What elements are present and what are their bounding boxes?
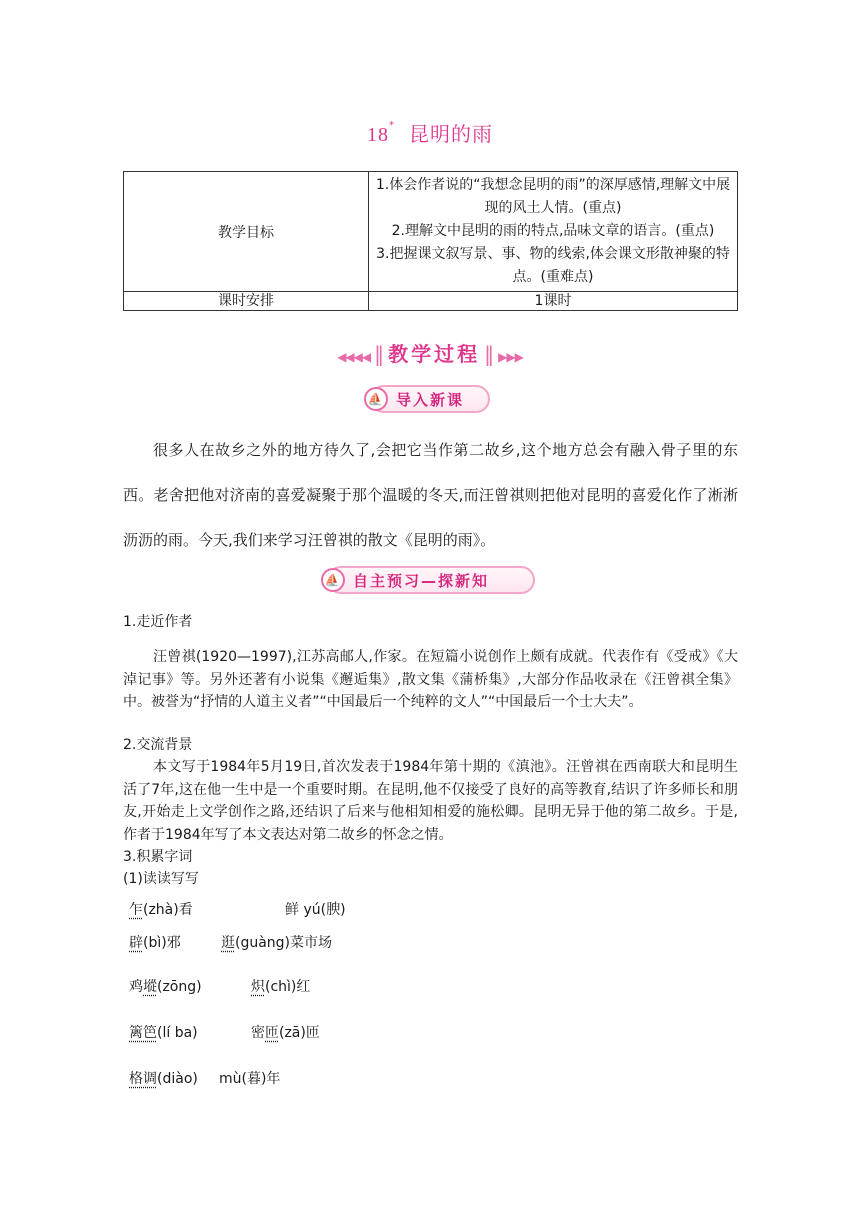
vocab-item: 密匝(zā)匝 (251, 1025, 320, 1041)
goal-item: 3.把握课文叙写景、事、物的线索,体会课文形散神聚的特点。(重难点) (376, 246, 730, 285)
vocab-heading: 3.积累字词 (123, 849, 193, 865)
background-heading: 2.交流背景 (123, 737, 193, 753)
section-pill-preview (324, 566, 535, 594)
boat-icon: ⛵ (321, 568, 345, 592)
goal-item: 1.体会作者说的“我想念昆明的雨”的深厚感情,理解文中展现的风土人情。(重点) (375, 177, 731, 216)
section-title: 导入新课 (396, 390, 465, 409)
boat-icon: ⛵ (364, 387, 388, 411)
vocab-item: mù(暮)年 (219, 1071, 281, 1087)
vocab-item: 鸡㙡(zōng) (129, 979, 202, 995)
goal-item: 2.理解文中昆明的雨的特点,品味文章的语言。(重点) (391, 223, 715, 239)
process-banner (0, 338, 860, 367)
section-pill-intro (367, 385, 490, 413)
banner-text: 教学过程 (388, 342, 481, 366)
lesson-title (0, 118, 860, 147)
goals-label: 教学目标 (124, 172, 369, 292)
vocab-item: 炽(chì)红 (251, 979, 311, 995)
schedule-label: 课时安排 (124, 292, 369, 311)
background-paragraph: 本文写于1984年5月19日,首次发表于1984年第十期的《滇池》。汪曾祺在西南联大和昆明生活了7年,这在他一生中是一个重要时期。在昆明,他不仅接受了良好的高等教育,结识了许多师长和朋友,开始走上文学创作之路,还结识了后来与他相知相爱的施松卿。昆明无异于他的第二故乡。于是,作者于1984年写了本文表达对第二故乡的怀念之情。 (123, 759, 738, 843)
lesson-number: 18 (367, 124, 389, 146)
left-bars-icon: ‖ (374, 342, 385, 366)
section-title: 自主预习—探新知 (353, 571, 490, 590)
goals-content (369, 172, 738, 292)
schedule-value: 1课时 (369, 292, 738, 311)
vocab-item: 格调(diào) (129, 1071, 198, 1087)
goals-table (123, 171, 738, 311)
vocab-item: 篱笆(lí ba) (129, 1025, 198, 1041)
vocab-subheading: (1)读读写写 (123, 871, 199, 887)
left-arrows-icon: ◀◀◀◀ (337, 350, 371, 364)
vocab-item: 辟(bì)邪 (129, 935, 181, 951)
vocab-item: 乍(zhà)看 (129, 902, 193, 918)
vocab-item: 逛(guàng)菜市场 (221, 935, 333, 951)
vocab-item: 鲜 yú(腴) (285, 902, 346, 918)
author-paragraph: 汪曾祺(1920—1997),江苏高邮人,作家。在短篇小说创作上颇有成就。代表作有《受戒》《大淖记事》等。另外还著有小说集《邂逅集》,散文集《蒲桥集》,大部分作品收录在《汪曾祺全集》中。被誉为“抒情的人道主义者”“中国最后一个纯粹的文人”“中国最后一个士大夫”。 (123, 649, 738, 710)
right-bars-icon: ‖ (484, 342, 495, 366)
intro-paragraph: 很多人在故乡之外的地方待久了,会把它当作第二故乡,这个地方总会有融入骨子里的东西。老舍把他对济南的喜爱凝聚于那个温暖的冬天,而汪曾祺则把他对昆明的喜爱化作了淅淅沥沥的雨。今天,我们来学习汪曾祺的散文《昆明的雨》。 (123, 441, 738, 549)
lesson-mark: * (389, 120, 395, 131)
right-arrows-icon: ▶▶▶ (498, 350, 523, 364)
author-heading: 1.走近作者 (123, 614, 193, 630)
lesson-title-text: 昆明的雨 (409, 122, 493, 146)
